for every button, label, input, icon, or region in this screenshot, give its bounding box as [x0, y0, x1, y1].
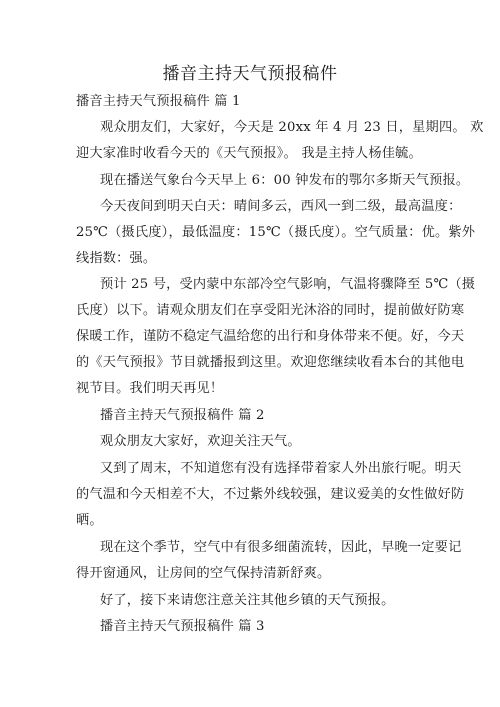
paragraph-line: 的气温和今天相差不大，不过紫外线较强，建议爱美的女性做好防: [76, 487, 465, 502]
paragraph-line: 观众朋友们，大家好，今天是 20xx 年 4 月 23 日，星期四。 欢: [100, 120, 484, 135]
paragraph-line: 今天夜间到明天白天：晴间多云，西风一到二级，最高温度：: [100, 199, 462, 214]
paragraph-line: 迎大家准时收看今天的《天气预报》。 我是主持人杨佳毓。: [76, 146, 422, 161]
paragraph-line: 预计 25 号，受内蒙中东部冷空气影响，气温将骤降至 5℃（摄: [100, 277, 476, 292]
paragraph-line: 又到了周末，不知道您有没有选择带着家人外出旅行呢。明天: [100, 461, 462, 476]
section-heading-1: 播音主持天气预报稿件 篇 1: [76, 94, 241, 109]
paragraph-line: 线指数：强。: [76, 251, 157, 266]
paragraph-line: 25℃（摄氏度），最低温度：15℃（摄氏度）。空气质量：优。紫外: [76, 225, 476, 240]
document-title: 播音主持天气预报稿件: [162, 64, 338, 84]
paragraph-line: 现在这个季节，空气中有很多细菌流转，因此，早晚一定要记: [100, 540, 462, 555]
paragraph-line: 视节目。我们明天再见！: [76, 381, 224, 396]
paragraph-line: 好了，接下来请您注意关注其他乡镇的天气预报。: [100, 593, 395, 608]
paragraph-line: 现在播送气象台今天早上 6：00 钟发布的鄂尔多斯天气预报。: [100, 173, 470, 188]
paragraph-line: 晒。: [76, 513, 103, 528]
paragraph-line: 观众朋友大家好，欢迎关注天气。: [100, 434, 301, 449]
section-heading-2: 播音主持天气预报稿件 篇 2: [100, 408, 265, 423]
paragraph-line: 得开窗通风，让房间的空气保持清新舒爽。: [76, 566, 331, 581]
section-heading-3: 播音主持天气预报稿件 篇 3: [100, 619, 265, 634]
paragraph-line: 氏度）以下。请观众朋友们在享受阳光沐浴的同时，提前做好防寒: [76, 303, 465, 318]
paragraph-line: 的《天气预报》节目就播报到这里。欢迎您继续收看本台的其他电: [76, 355, 465, 370]
paragraph-line: 保暖工作，谨防不稳定气温给您的出行和身体带来不便。好，今天: [76, 329, 465, 344]
